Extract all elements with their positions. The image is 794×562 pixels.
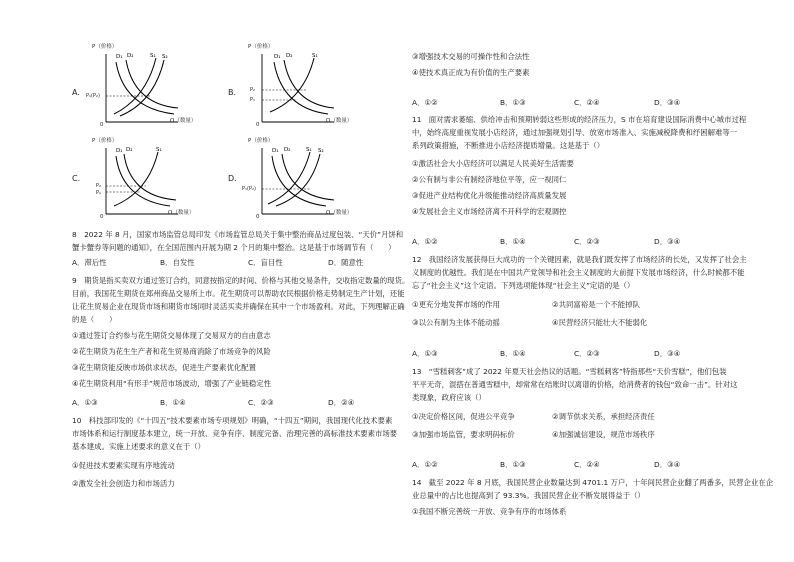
graph-d-axis-p: P（价格） — [248, 138, 274, 144]
q11-option-a: A．①② — [412, 237, 438, 246]
q13-item-4: ④加强诚信建设，规范市场秩序 — [552, 430, 655, 439]
q9-option-d: D．②④ — [328, 398, 355, 407]
q12-option-a: A．①③ — [412, 349, 438, 358]
q8-stem-line-1: 8 2022 年 8 月，国家市场监管总局印发《市场监管总局关于集中整治商品过度包装、“天价”月饼和 — [72, 230, 404, 239]
q10-option-d: D．③④ — [654, 98, 681, 107]
q11-option-d: D．③④ — [654, 237, 681, 246]
graph-b-curve-d1: D₁ — [274, 54, 281, 60]
q8-option-a: A．滞后性 — [72, 258, 107, 267]
q10-stem-line-1: 10 科技部印发的《“十四五”技术要素市场专项规划》明确，“十四五”期间，我国现代化技术要素 — [72, 416, 393, 425]
q14-stem-line-1: 14 截至 2022 年 8 月底，我国民营企业数量达到 4701.1 万户，十年间民营企业翻了两番多，民营企业在企 — [412, 478, 774, 487]
graph-c-axis-q: Q（数量） — [168, 210, 195, 216]
graph-d-origin: 0 — [256, 214, 260, 220]
q10-stem-line-2: 市场体系和运行制度基本建立，统一开放、竞争有序、制度完备、治理完善的高标准技术要素市场要 — [72, 429, 398, 438]
q9-item-1: ①通过签订合约参与花生期货交易体现了交易双方的自由意志 — [72, 331, 271, 340]
q11-stem-line-1: 11 面对需求萎缩、供给冲击和预期转弱这些形成的经济压力，S 市在培育建设国际消费中心城市过程 — [412, 115, 747, 124]
q13-option-a: A．①② — [412, 460, 438, 469]
graph-b-origin: 0 — [256, 122, 260, 128]
q12-option-d: D．③④ — [654, 349, 681, 358]
graph-c-p-tick-1: P₂ — [96, 183, 102, 189]
graph-a-axis-p: P（价格） — [92, 44, 118, 50]
q11-item-4: ④发展社会主义市场经济离不开科学的宏观调控 — [412, 207, 567, 216]
graph-d-curve-s2: S₂ — [318, 148, 324, 154]
graph-a-curve-s2: S₂ — [162, 54, 168, 60]
q9-option-b: B．①④ — [160, 398, 186, 407]
q10-option-a: A．①② — [412, 98, 438, 107]
q10-item-1: ①促进技术要素实现有序地流动 — [72, 461, 175, 470]
q14-item-1: ①我国不断完善统一开放、竞争有序的市场体系 — [412, 507, 567, 516]
q11-option-c: C．②③ — [574, 237, 600, 246]
q13-item-2: ②调节供求关系，承担经济责任 — [552, 412, 655, 421]
q8-stem-line-2: 蟹卡蟹券等问题的通知》，在全国范围内开展为期 2 个月的集中整治。这是基于市场调节有（ ） — [72, 243, 396, 252]
graph-b-label: B. — [228, 88, 237, 97]
graph-b-p-tick-1: P₂ — [250, 87, 256, 93]
graph-d-label: D. — [228, 174, 237, 183]
graph-c-curve-d1: D₁ — [116, 148, 123, 154]
q9-option-a: A．①③ — [72, 398, 98, 407]
q13-stem-line-1: 13 “雪糕刺客”成了 2022 年夏天社会热议的话题。“雪糕刺客”特指那些“天价雪糕”，他们包装 — [412, 367, 727, 376]
q10-item-2: ②激发全社会创造力和市场活力 — [72, 479, 175, 488]
q13-option-b: B．①③ — [500, 460, 526, 469]
q12-option-b: B．①④ — [500, 349, 526, 358]
q12-stem-line-1: 12 我国经济发展获得巨大成功的一个关键因素，就是我们既发挥了市场经济的长处，又发挥了社会主 — [412, 255, 747, 264]
graph-a-curve-s1: S₁ — [150, 53, 156, 59]
q11-option-b: B．①④ — [500, 237, 526, 246]
q10-stem-line-3: 基本建成。实施上述要求的意义在于（） — [72, 442, 206, 451]
q11-stem-line-3: 系列政策措施，不断推进小店经济提质增量。这是基于（） — [412, 141, 605, 150]
graph-d-curve-d2: D₂ — [284, 147, 291, 153]
q12-option-c: C．②③ — [574, 349, 600, 358]
graph-a-axis-q: Q（数量） — [170, 118, 197, 124]
graph-b-axis-q: Q（数量） — [326, 118, 353, 124]
q10-option-c: C．②④ — [574, 98, 600, 107]
q9-stem-line-2: 目前，我国花生期货在郑州商品交易所上市。花生期货可以帮助农民根据价格走势制定生产计划，还能 — [72, 289, 405, 298]
q9-item-2: ②花生期货为花生生产者和花生贸易商消除了市场竞争的风险 — [72, 347, 271, 356]
q12-stem-line-2: 义制度的优越性。我们是在中国共产党领导和社会主义制度的大前提下发展市场经济，什么时候都不能 — [412, 268, 745, 277]
graph-c-curve-d2: D₂ — [126, 147, 133, 153]
q11-stem-line-2: 中，始终高度重视发展小店经济，通过加强规划引导、放宽市场准入、实施减税降费和纾困解难等一 — [412, 128, 738, 137]
q9-item-4: ④花生期货利用“有形手”规范市场波动，增强了产业链稳定性 — [72, 379, 272, 388]
graph-d-p-tick: P₁(P₂) — [242, 186, 256, 192]
q12-item-1: ①更充分地发挥市场的作用 — [412, 300, 500, 309]
q14-stem-line-2: 业总量中的占比也提高到了 93.3%。我国民营企业不断发展得益于（） — [412, 491, 645, 500]
q13-option-d: D．③④ — [654, 460, 681, 469]
graph-d-curve-s1: S₁ — [306, 147, 312, 153]
graph-a-p-tick: P₁(P₂) — [86, 93, 100, 99]
graph-c-p-tick-2: P₁ — [96, 190, 102, 196]
q9-stem-line-1: 9 期货是指买卖双方通过签订合约，同意按指定的时间、价格与其他交易条件，交收指定数量的现货。 — [72, 276, 410, 285]
graph-a-curve-d1: D₁ — [116, 54, 123, 60]
q12-item-2: ②共同富裕是一个不能掉队 — [552, 300, 640, 309]
graph-d-axis-q: Q（数量） — [326, 210, 353, 216]
q12-item-4: ④民营经济只能壮大不能弱化 — [552, 318, 648, 327]
q11-item-2: ②公有制与非公有制经济地位平等，应一视同仁 — [412, 175, 567, 184]
q8-option-d: D．随意性 — [328, 258, 364, 267]
q9-option-c: C．②③ — [248, 398, 274, 407]
q9-item-3: ③花生期货能反映市场供求状态，促进生产要素优化配置 — [72, 363, 257, 372]
q8-option-c: C．盲目性 — [248, 258, 283, 267]
q9-stem-line-3: 让花生贸易企业在现货市场和期货市场同时灵活买卖并确保在其中一个市场盈利。对此，下列理解正确 — [72, 302, 405, 311]
graph-b-curve-d2: D₂ — [286, 53, 293, 59]
q10-option-b: B．①③ — [500, 98, 526, 107]
q13-item-3: ③加强市场监管，要求明码标价 — [412, 430, 515, 439]
graph-a-curve-d2: D₂ — [127, 53, 134, 59]
graph-a-origin: 0 — [100, 122, 104, 128]
q13-stem-line-3: 类现象，政府应该（） — [412, 393, 486, 402]
graph-c-label: C. — [72, 174, 81, 183]
q9-stem-line-4: 的是（ ） — [72, 315, 117, 324]
q13-item-1: ①决定价格区间，促进公平竞争 — [412, 412, 515, 421]
graph-a-label: A. — [72, 88, 80, 97]
q13-stem-line-2: 平平无奇，混搭在普通雪糕中，却常常在结账时以离谱的价格，给消费者的钱包“致命一击”。针对这 — [412, 380, 738, 389]
q8-option-b: B．自发性 — [160, 258, 195, 267]
q13-option-c: C．②④ — [574, 460, 600, 469]
graph-c-axis-p: P（价格） — [92, 138, 118, 144]
graph-d-curve-d1: D₁ — [272, 148, 279, 154]
q10-item-4: ④使技术真正成为有价值的生产要素 — [412, 68, 530, 77]
graph-b-axis-p: P（价格） — [248, 44, 274, 50]
q10-item-3: ③增强技术交易的可操作性和合法性 — [412, 52, 530, 61]
graph-c-origin: 0 — [100, 214, 104, 220]
graph-b-curve-s1: S₁ — [312, 53, 318, 59]
graph-c-curve-s1: S₁ — [156, 147, 162, 153]
q11-item-3: ③促进产业结构优化升级能推动经济高质量发展 — [412, 191, 567, 200]
q12-stem-line-3: 忘了“社会主义”这个定语。下列选项能体现“社会主义”定语的是（） — [412, 281, 635, 290]
graph-b-p-tick-2: P₁ — [250, 97, 256, 103]
q11-item-1: ①激活社会大小店经济可以满足人民美好生活需要 — [412, 159, 574, 168]
q12-item-3: ③以公有制为主体不能动摇 — [412, 318, 500, 327]
